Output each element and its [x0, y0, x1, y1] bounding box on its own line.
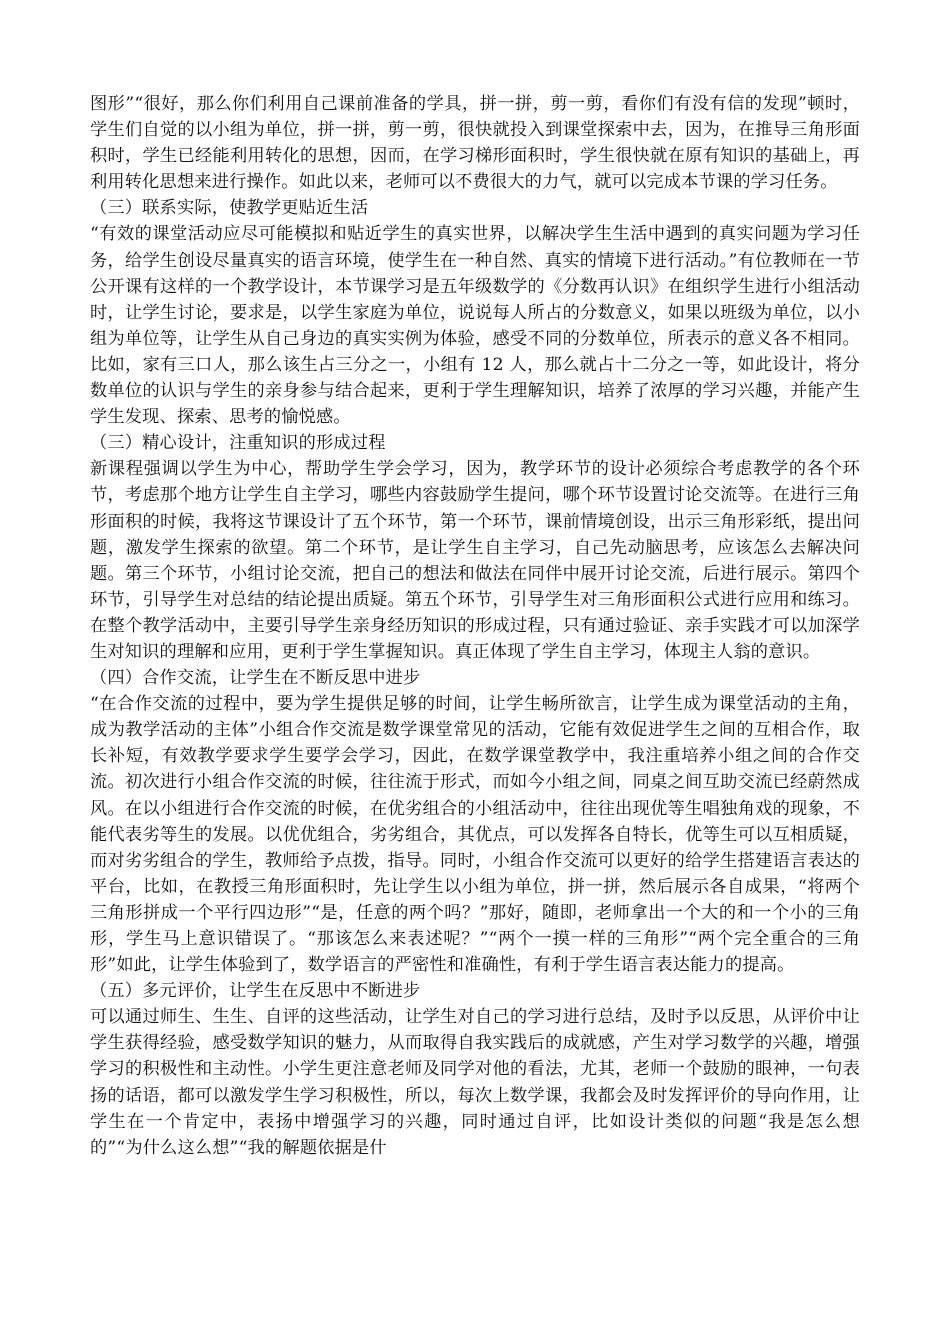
section-heading-careful-design: （三）精心设计，注重知识的形成过程: [90, 433, 386, 454]
section-heading-cooperation: （四）合作交流，让学生在不断反思中进步: [90, 668, 421, 689]
document-page: [90, 91, 860, 1161]
section-heading-contact-reality: （三）联系实际，使教学更贴近生活: [90, 198, 369, 219]
paragraph-contact-reality: “有效的课堂活动应尽可能模拟和贴近学生的真实世界，以解决学生生活中遇到的真实问题为学习任务，给学生创设尽量真实的语言环境，使学生在一种自然、真实的情境下进行活动。”有位教师在一节公开课有这样的一个教学设计，本节课学习是五年级数学的《分数再认识》在组织学生进行小组活动时，让学生讨论，要求是，以学生家庭为单位，说说每人所占的分数意义，如果以班级为单位，以小组为单位等，让学生从自己身边的真实实例为体验，感受不同的分数单位，所表示的意义各不相同。比如，家有三口人，那么该生占三分之一，小组有 12 人，那么就占十二分之一等，如此设计，将分数单位的认识与学生的亲身参与结合起来，更利于学生理解知识，培养了浓厚的学习兴趣，并能产生学生发现、探索、思考的愉悦感。: [90, 224, 860, 428]
paragraph-careful-design: 新课程强调以学生为中心，帮助学生学会学习，因为，教学环节的设计必须综合考虑教学的各个环节，考虑那个地方让学生自主学习，哪些内容鼓励学生提问，哪个环节设置讨论交流等。在进行三角形面积的时候，我将这节课设计了五个环节，第一个环节，课前情境创设，出示三角形彩纸，提出问题，激发学生探索的欲望。第二个环节，是让学生自主学习，自己先动脑思考，应该怎么去解决问题。第三个环节，小组讨论交流，把自己的想法和做法在同伴中展开讨论交流，后进行展示。第四个环节，引导学生对总结的结论提出质疑。第五个环节，引导学生对三角形面积公式进行应用和练习。在整个教学活动中，主要引导学生亲身经历知识的形成过程，只有通过验证、亲手实践才可以加深学生对知识的理解和应用，更利于学生掌握知识。真正体现了学生自主学习，体现主人翁的意识。: [90, 459, 860, 662]
section-heading-evaluation: （五）多元评价，让学生在反思中不断进步: [90, 981, 421, 1002]
paragraph-cooperation: “在合作交流的过程中，要为学生提供足够的时间，让学生畅所欲言，让学生成为课堂活动的主角，成为教学活动的主体”小组合作交流是数学课堂常见的活动，它能有效促进学生之间的互相合作，取长补短，有效教学要求学生要学会学习，因此，在数学课堂教学中，我注重培养小组之间的合作交流。初次进行小组合作交流的时候，往往流于形式，而如今小组之间，同桌之间互助交流已经蔚然成风。在以小组进行合作交流的时候，在优劣组合的小组活动中，往往出现优等生唱独角戏的现象，不能代表劣等生的发展。以优优组合，劣劣组合，其优点，可以发挥各自特长，优等生可以互相质疑，而对劣劣组合的学生，教师给予点拨，指导。同时，小组合作交流可以更好的给学生搭建语言表达的平台，比如，在教授三角形面积时，先让学生以小组为单位，拼一拼，然后展示各自成果，“将两个三角形拼成一个平行四边形”“是，任意的两个吗？”那好，随即，老师拿出一个大的和一个小的三角形，学生马上意识错误了。“那该怎么来表述呢？”“两个一摸一样的三角形”“两个完全重合的三角形”如此，让学生体验到了，数学语言的严密性和准确性，有利于学生语言表达能力的提高。: [90, 694, 860, 976]
paragraph-intro: 图形”“很好，那么你们利用自己课前准备的学具，拼一拼，剪一剪，看你们有没有信的发现”顿时，学生们自觉的以小组为单位，拼一拼，剪一剪，很快就投入到课堂探索中去，因为，在推导三角形面积时，学生已经能利用转化的思想，因而，在学习梯形面积时，学生很快就在原有知识的基础上，再利用转化思想来进行操作。如此以来，老师可以不费很大的力气，就可以完成本节课的学习任务。: [90, 94, 860, 193]
paragraph-evaluation: 可以通过师生、生生、自评的这些活动，让学生对自己的学习进行总结，及时予以反思，从评价中让学生获得经验，感受数学知识的魅力，从而取得自我实践后的成就感，产生对学习数学的兴趣，增强学习的积极性和主动性。小学生更注意老师及同学对他的看法，尤其，老师一个鼓励的眼神，一句表扬的话语，都可以激发学生学习积极性，所以，每次上数学课，我都会及时发挥评价的导向作用，让学生在一个肯定中，表扬中增强学习的兴趣，同时通过自评，比如设计类似的问题“我是怎么想的”“为什么这么想”“我的解题依据是什: [90, 1007, 860, 1158]
